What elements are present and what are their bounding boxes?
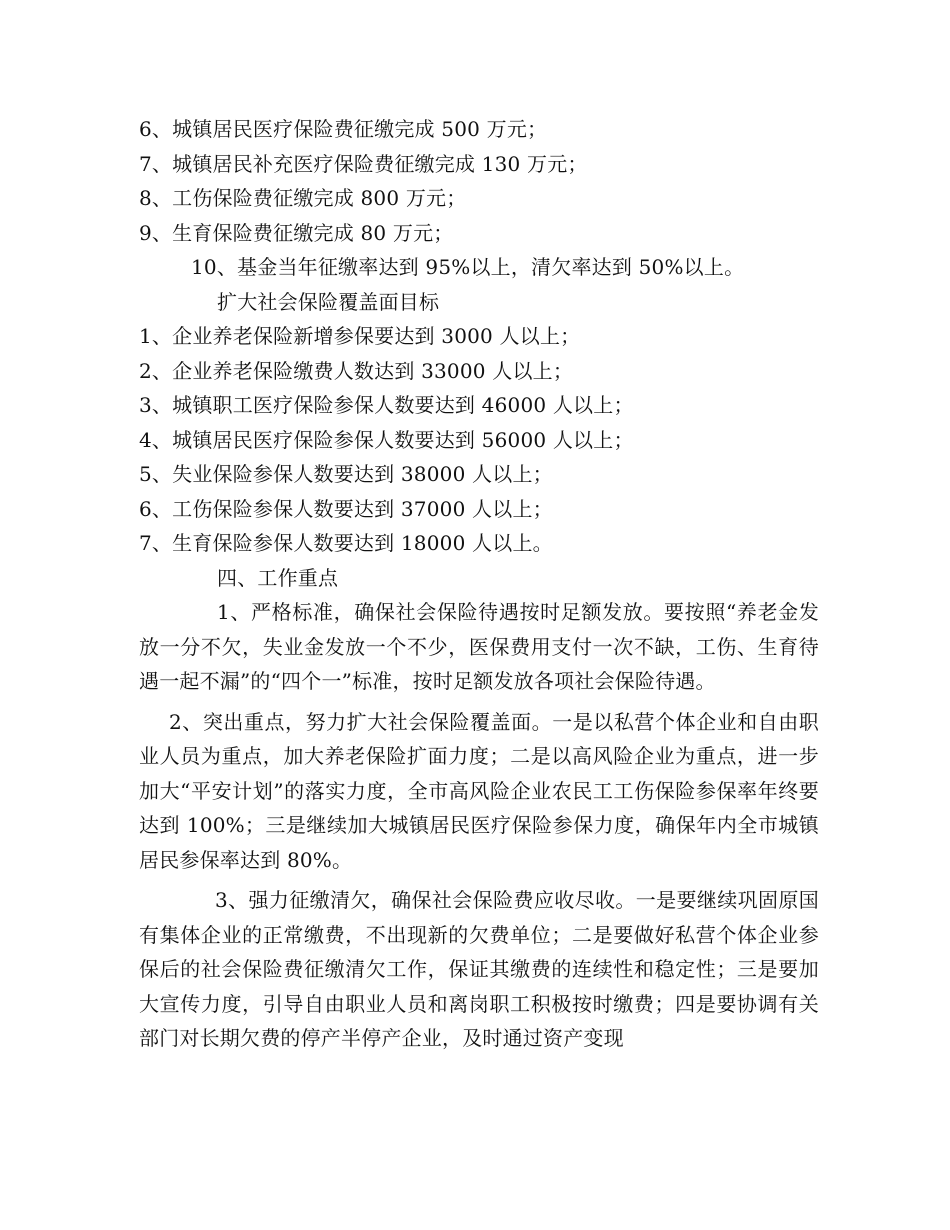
focus-paragraph-2: 2、突出重点，努力扩大社会保险覆盖面。一是以私营个体企业和自由职业人员为重点，加大养老保险扩面力度；二是以高风险企业为重点，进一步加大“平安计划”的落实力度，全市高风险企业农民工工伤保险参保率年终要达到 100%；三是继续加大城镇居民医疗保险参保力度，确保年内全市城镇居民参保率达到 80%。	[139, 709, 819, 872]
section-focus-title: 四、工作重点	[217, 565, 339, 590]
coverage-item-2: 2、企业养老保险缴费人数达到 33000 人以上；	[139, 358, 574, 383]
coverage-item-5: 5、失业保险参保人数要达到 38000 人以上；	[139, 462, 553, 486]
fund-item-7: 7、城镇居民补充医疗保险费征缴完成 130 万元；	[139, 151, 588, 176]
fund-item-9: 9、生育保险费征缴完成 80 万元；	[139, 220, 454, 245]
fund-item-6: 6、城镇居民医疗保险费征缴完成 500 万元；	[139, 117, 548, 141]
coverage-item-7: 7、生育保险参保人数要达到 18000 人以上。	[139, 531, 553, 555]
coverage-item-1: 1、企业养老保险新增参保要达到 3000 人以上；	[139, 324, 581, 348]
fund-item-10: 10、基金当年征缴率达到 95%以上，清欠率达到 50%以上。	[191, 255, 745, 279]
section-coverage-title: 扩大社会保险覆盖面目标	[217, 289, 440, 314]
coverage-item-6: 6、工伤保险参保人数要达到 37000 人以上；	[139, 496, 553, 521]
coverage-item-3: 3、城镇职工医疗保险参保人数要达到 46000 人以上；	[139, 393, 634, 417]
document-body	[139, 112, 819, 1056]
focus-paragraph-1: 1、严格标准，确保社会保险待遇按时足额发放。要按照“养老金发放一分不欠，失业金发放一个不少，医保费用支付一次不缺，工伤、生育待遇一起不漏”的“四个一”标准，按时足额发放各项社会保险待遇。	[139, 600, 819, 693]
fund-item-8: 8、工伤保险费征缴完成 800 万元；	[139, 186, 467, 210]
coverage-item-4: 4、城镇居民医疗保险参保人数要达到 56000 人以上；	[139, 427, 634, 452]
focus-paragraph-3: 3、强力征缴清欠，确保社会保险费应收尽收。一是要继续巩固原国有集体企业的正常缴费，不出现新的欠费单位；二是要做好私营个体企业参保后的社会保险费征缴清欠工作，保证其缴费的连续性和稳定性；三是要加大宣传力度，引导自由职业人员和离岗职工积极按时缴费；四是要协调有关部门对长期欠费的停产半停产企业，及时通过资产变现	[139, 888, 819, 1050]
